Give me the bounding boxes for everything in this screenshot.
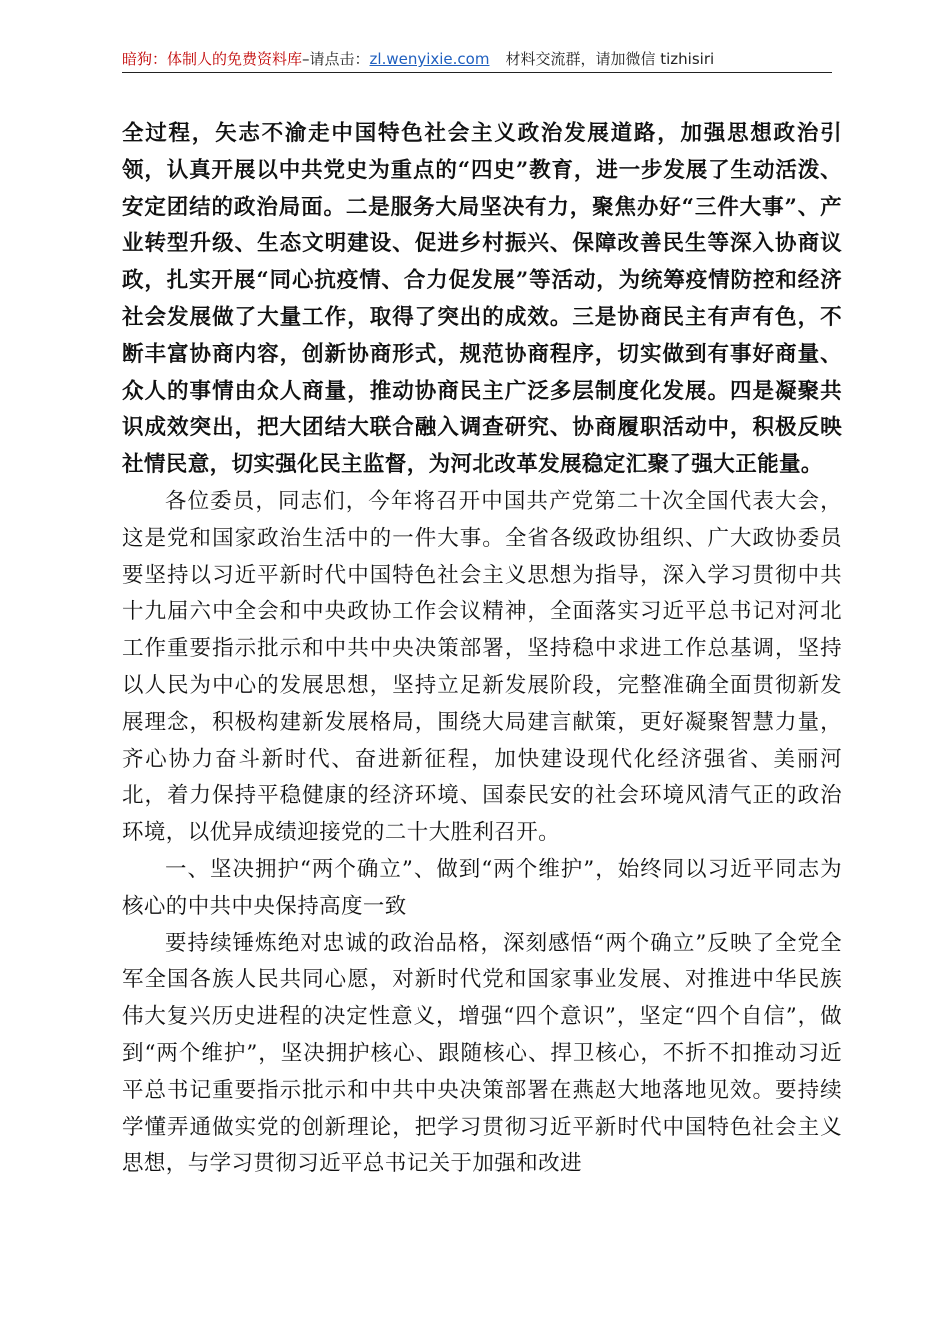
paragraph-address: 各位委员，同志们，今年将召开中国共产党第二十次全国代表大会，这是党和国家政治生活中的一件大事。全省各级政协组织、广大政协委员要坚持以习近平新时代中国特色社会主义思想为指导，深入学习贯彻中共十九届六中全会和中央政协工作会议精神，全面落实习近平总书记对河北工作重要指示批示和中共中央决策部署，坚持稳中求进工作总基调，坚持以人民为中心的发展思想，坚持立足新发展阶段，完整准确全面贯彻新发展理念，积极构建新发展格局，围绕大局建言献策，更好凝聚智慧力量，齐心协力奋斗新时代、奋进新征程，加快建设现代化经济强省、美丽河北，着力保持平稳健康的经济环境、国泰民安的社会环境风清气正的政治环境，以优异成绩迎接党的二十大胜利召开。 [122, 488, 842, 846]
document-body [122, 116, 842, 1183]
site-link[interactable]: zl.wenyixie.com [369, 50, 490, 68]
paragraph-section-one: 要持续锤炼绝对忠诚的政治品格，深刻感悟“两个确立”反映了全党全军全国各族人民共同心愿，对新时代党和国家事业发展、对推进中华民族伟大复兴历史进程的决定性意义，增强“四个意识”，坚定“四个自信”，做到“两个维护”，坚决拥护核心、跟随核心、捍卫核心，不折不扣推动习近平总书记重要指示批示和中共中央决策部署在燕赵大地落地见效。要持续学懂弄通做实党的创新理论，把学习贯彻习近平新时代中国特色社会主义思想，与学习贯彻习近平总书记关于加强和改进 [122, 930, 842, 1177]
paragraph-summary: 全过程，矢志不渝走中国特色社会主义政治发展道路，加强思想政治引领，认真开展以中共党史为重点的“四史”教育，进一步发展了生动活泼、安定团结的政治局面。二是服务大局坚决有力，聚焦办好“三件大事”、产业转型升级、生态文明建设、促进乡村振兴、保障改善民生等深入协商议政，扎实开展“同心抗疫情、合力促发展”等活动，为统筹疫情防控和经济社会发展做了大量工作，取得了突出的成效。三是协商民主有声有色，不断丰富协商内容，创新协商形式，规范协商程序，切实做到有事好商量、众人的事情由众人商量，推动协商民主广泛多层制度化发展。四是凝聚共识成效突出，把大团结大联合融入调查研究、协商履职活动中，积极反映社情民意，切实强化民主监督，为河北改革发展稳定汇聚了强大正能量。 [122, 121, 842, 478]
click-prompt: –请点击： [302, 50, 370, 68]
page-header [122, 46, 832, 72]
section-heading: 一、坚决拥护“两个确立”、做到“两个维护”，始终同以习近平同志为核心的中共中央保持高度一致 [122, 856, 842, 919]
contact-info: 材料交流群，请加微信 tizhisiri [505, 50, 715, 68]
header-divider [122, 72, 832, 73]
site-name: 暗狗：体制人的免费资料库 [122, 50, 303, 68]
